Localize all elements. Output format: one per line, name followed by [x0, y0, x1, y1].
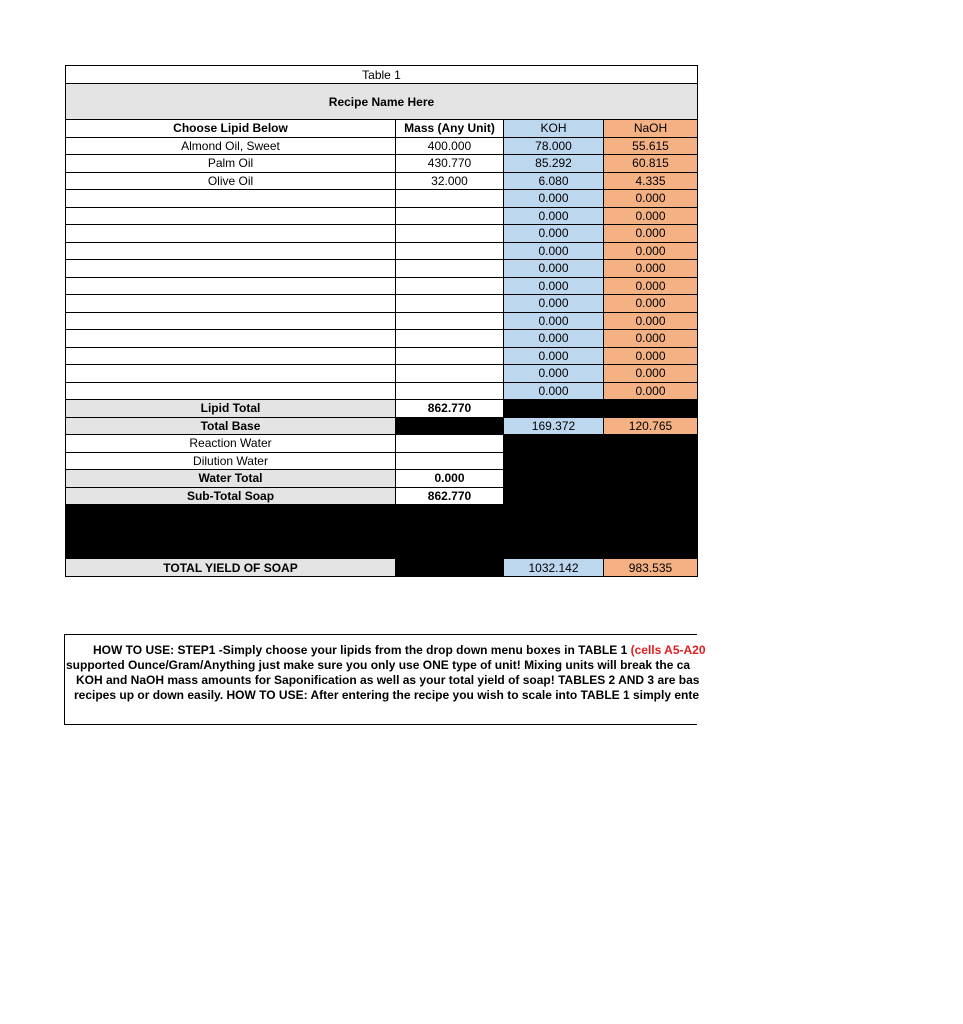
koh-value-cell[interactable]: 0.000 — [504, 208, 604, 226]
note-line-4: recipes up or down easily. HOW TO USE: After entering the recipe you wish to scale into TABLE 1 simply ente — [74, 688, 700, 702]
note-line-2: supported Ounce/Gram/Anything just make sure you only use ONE type of unit! Mixing units will break the ca — [66, 658, 691, 672]
lipid-select-cell[interactable] — [65, 330, 396, 348]
blank-mass-cell — [396, 559, 504, 577]
lipid-row — [65, 190, 698, 208]
koh-value-cell[interactable]: 0.000 — [504, 243, 604, 261]
naoh-value-cell[interactable]: 0.000 — [604, 243, 698, 261]
water-total-label: Water Total — [65, 470, 396, 488]
table-1 — [65, 65, 698, 577]
lipid-row — [65, 365, 698, 383]
lipid-row — [65, 278, 698, 296]
mass-input-cell[interactable] — [396, 278, 504, 296]
blank-naoh-cell — [604, 400, 698, 418]
header-koh[interactable]: KOH — [504, 120, 604, 138]
lipid-row — [65, 313, 698, 331]
note-cell-reference: (cells A5-A20 — [630, 643, 706, 657]
total-yield-label: TOTAL YIELD OF SOAP — [65, 559, 396, 577]
dilution-water-label: Dilution Water — [65, 453, 396, 471]
lipid-row — [65, 155, 698, 173]
subtotal-soap-label: Sub-Total Soap — [65, 488, 396, 506]
naoh-value-cell[interactable]: 0.000 — [604, 295, 698, 313]
naoh-value-cell[interactable]: 0.000 — [604, 190, 698, 208]
lipid-select-cell[interactable] — [65, 365, 396, 383]
blank-koh-cell — [504, 400, 604, 418]
lipid-row — [65, 173, 698, 191]
mass-input-cell[interactable] — [396, 190, 504, 208]
blank-naoh-cell — [604, 470, 698, 488]
mass-input-cell[interactable]: 430.770 — [396, 155, 504, 173]
koh-value-cell[interactable]: 0.000 — [504, 313, 604, 331]
note-line-1-text: HOW TO USE: STEP1 -Simply choose your lipids from the drop down menu boxes in TABLE 1 — [93, 643, 631, 657]
naoh-value-cell[interactable]: 0.000 — [604, 260, 698, 278]
koh-value-cell[interactable]: 0.000 — [504, 260, 604, 278]
lipid-select-cell[interactable] — [65, 278, 396, 296]
mass-input-cell[interactable] — [396, 313, 504, 331]
total-base-koh[interactable]: 169.372 — [504, 418, 604, 436]
lipid-select-cell[interactable] — [65, 208, 396, 226]
naoh-value-cell[interactable]: 0.000 — [604, 330, 698, 348]
mass-input-cell[interactable] — [396, 383, 504, 401]
lipid-row — [65, 138, 698, 156]
mass-input-cell[interactable]: 400.000 — [396, 138, 504, 156]
naoh-value-cell[interactable]: 0.000 — [604, 383, 698, 401]
lipid-row — [65, 348, 698, 366]
lipid-select-cell[interactable] — [65, 383, 396, 401]
naoh-value-cell[interactable]: 0.000 — [604, 225, 698, 243]
mass-input-cell[interactable] — [396, 208, 504, 226]
black-filler-band — [65, 505, 698, 559]
reaction-water-mass[interactable] — [396, 435, 504, 453]
mass-input-cell[interactable] — [396, 348, 504, 366]
note-line-1 — [63, 643, 706, 658]
how-to-use-note — [64, 634, 706, 725]
blank-naoh-cell — [604, 453, 698, 471]
koh-value-cell[interactable]: 78.000 — [504, 138, 604, 156]
lipid-row — [65, 243, 698, 261]
total-base-label: Total Base — [65, 418, 396, 436]
lipid-select-cell[interactable]: Almond Oil, Sweet — [65, 138, 396, 156]
dilution-water-mass[interactable] — [396, 453, 504, 471]
naoh-value-cell[interactable]: 0.000 — [604, 313, 698, 331]
koh-value-cell[interactable]: 85.292 — [504, 155, 604, 173]
total-yield-naoh[interactable]: 983.535 — [604, 559, 698, 577]
koh-value-cell[interactable]: 6.080 — [504, 173, 604, 191]
header-naoh[interactable]: NaOH — [604, 120, 698, 138]
koh-value-cell[interactable]: 0.000 — [504, 225, 604, 243]
mass-input-cell[interactable] — [396, 365, 504, 383]
lipid-select-cell[interactable] — [65, 313, 396, 331]
reaction-water-label: Reaction Water — [65, 435, 396, 453]
koh-value-cell[interactable]: 0.000 — [504, 330, 604, 348]
koh-value-cell[interactable]: 0.000 — [504, 278, 604, 296]
total-base-naoh[interactable]: 120.765 — [604, 418, 698, 436]
naoh-value-cell[interactable]: 0.000 — [604, 208, 698, 226]
lipid-rows — [65, 138, 698, 401]
lipid-select-cell[interactable] — [65, 225, 396, 243]
koh-value-cell[interactable]: 0.000 — [504, 295, 604, 313]
lipid-row — [65, 225, 698, 243]
blank-mass-cell — [396, 418, 504, 436]
lipid-row — [65, 383, 698, 401]
mass-input-cell[interactable]: 32.000 — [396, 173, 504, 191]
lipid-select-cell[interactable] — [65, 260, 396, 278]
water-total-mass[interactable]: 0.000 — [396, 470, 504, 488]
koh-value-cell[interactable]: 0.000 — [504, 383, 604, 401]
naoh-value-cell[interactable]: 60.815 — [604, 155, 698, 173]
note-line-3: KOH and NaOH mass amounts for Saponification as well as your total yield of soap! TABLES 2 AND 3 are bas — [76, 673, 700, 687]
koh-value-cell[interactable]: 0.000 — [504, 190, 604, 208]
table-caption[interactable]: Table 1 — [65, 65, 698, 84]
blank-koh-cell — [504, 488, 604, 506]
blank-naoh-cell — [604, 435, 698, 453]
lipid-select-cell[interactable]: Palm Oil — [65, 155, 396, 173]
mass-input-cell[interactable] — [396, 243, 504, 261]
koh-value-cell[interactable]: 0.000 — [504, 365, 604, 383]
naoh-value-cell[interactable]: 0.000 — [604, 278, 698, 296]
header-lipid[interactable]: Choose Lipid Below — [65, 120, 396, 138]
lipid-total-label: Lipid Total — [65, 400, 396, 418]
mass-input-cell[interactable] — [396, 295, 504, 313]
lipid-row — [65, 208, 698, 226]
lipid-row — [65, 330, 698, 348]
lipid-select-cell[interactable] — [65, 348, 396, 366]
mass-input-cell[interactable] — [396, 260, 504, 278]
lipid-select-cell[interactable]: Olive Oil — [65, 173, 396, 191]
lipid-row — [65, 260, 698, 278]
lipid-select-cell[interactable] — [65, 295, 396, 313]
blank-koh-cell — [504, 470, 604, 488]
header-mass[interactable]: Mass (Any Unit) — [396, 120, 504, 138]
lipid-total-mass[interactable]: 862.770 — [396, 400, 504, 418]
naoh-value-cell[interactable]: 4.335 — [604, 173, 698, 191]
blank-naoh-cell — [604, 488, 698, 506]
blank-koh-cell — [504, 453, 604, 471]
naoh-value-cell[interactable]: 55.615 — [604, 138, 698, 156]
subtotal-soap-mass[interactable]: 862.770 — [396, 488, 504, 506]
mass-input-cell[interactable] — [396, 330, 504, 348]
naoh-value-cell[interactable]: 0.000 — [604, 348, 698, 366]
lipid-row — [65, 295, 698, 313]
naoh-value-cell[interactable]: 0.000 — [604, 365, 698, 383]
blank-koh-cell — [504, 435, 604, 453]
koh-value-cell[interactable]: 0.000 — [504, 348, 604, 366]
lipid-select-cell[interactable] — [65, 190, 396, 208]
mass-input-cell[interactable] — [396, 225, 504, 243]
recipe-name-cell[interactable]: Recipe Name Here — [65, 84, 698, 120]
total-yield-koh[interactable]: 1032.142 — [504, 559, 604, 577]
lipid-select-cell[interactable] — [65, 243, 396, 261]
